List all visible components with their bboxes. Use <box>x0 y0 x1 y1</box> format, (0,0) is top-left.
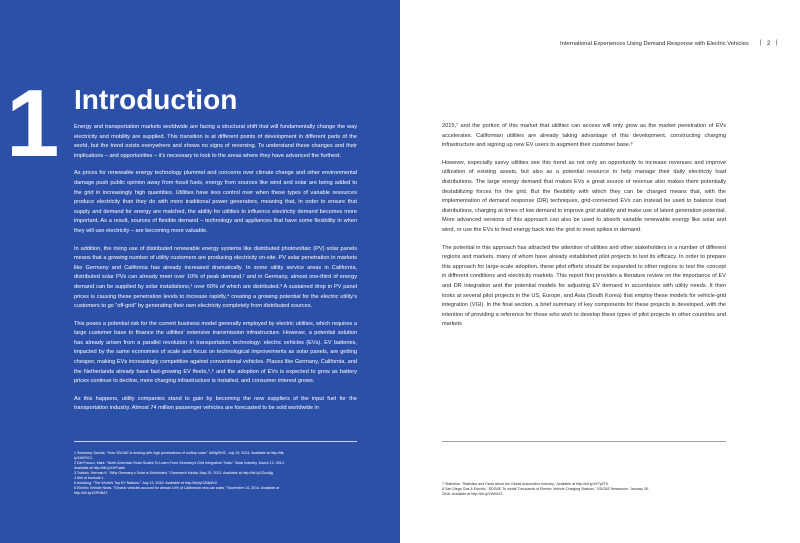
chapter-title: Introduction <box>74 84 238 115</box>
footnote-1: 1 Sweeney, Davide. “How SDG&E is dealing with high penetrations of rooftop solar.” UtilityDIVE. July 29, 2014. Available at http://bit. <box>74 451 285 455</box>
footnote-6: 6 Electric Vehicle News. “Electric vehicles account for almost 10% of Californian new-car sales.” November 14, 2014. Available at <box>74 486 280 490</box>
footnote-7: 7 Statistica. “Statistics and Facts about the Global Automotive Industry.” Available at http://bit.ly/1KTy0T5. <box>442 482 609 486</box>
right-body-text <box>442 122 726 338</box>
footnote-6-cont: http://bit.ly/1SPNBAT. <box>74 491 109 495</box>
chapter-number: 1 <box>6 70 60 177</box>
footnote-8-cont: 2016. Available at http://bit.ly/1WKiIZ2. <box>442 492 504 496</box>
right-footnotes <box>442 482 726 497</box>
left-footnotes <box>74 451 357 496</box>
left-footnote-divider <box>74 441 357 442</box>
left-paragraph-3: In addition, the rising use of distributed renewable energy systems like distributed photovoltaic (PV) solar panels means that a growing number of utility customers are producing electricity on-site. PV solar penetration in markets like Germany and California has already increased dramatically. In some utility service areas in California, distributed solar PVs can already meet over 10% of peak demand,¹ and in Germany, almost one-third of energy demand can be supplied by solar installations,² over 60% of which are distributed.³ A sustained drop in PV panel prices is causing these penetration levels to increase rapidly,⁴ creating a growing potential for the electric utility’s customers to go “off-grid” by generating their own electricity completely from distributed sources. <box>74 245 357 310</box>
footnote-3: 3 Trabish, Herman K. “Why Germany’s Solar is Distributed.” Greentech Media. May 29, 2013. Available at http://bit.ly/1Zuw8g. <box>74 471 274 475</box>
header-separator: | <box>760 40 762 46</box>
footnote-2-cont: Available at http://bit.ly/1KPuabi. <box>74 466 126 470</box>
left-paragraph-4: This poses a potential risk for the current business model generally employed by electric utilities, which requires a large customer base to finance the utilities’ extensive transmission infrastructure. However, a potential solution has already arisen from a parallel revolution in transportation technology: electric vehicles (EVs). EV batteries, impacted by the same economies of scale and focus on technological improvements as solar panels, are getting cheaper, making EVs increasingly competitive against conventional vehicles. Places like Germany, California, and the Netherlands already have fast-growing EV fleets,⁵,⁶ and the adoption of EVs is expected to grow as battery prices continue to decline, more charging infrastructure is installed, and consumer interest grows. <box>74 320 357 385</box>
right-paragraph-2: However, especially savvy utilities see this trend as not only an opportunity to increase revenues and improve utilization of existing assets, but also as a potential resource to help manage their daily electricity load distributions. The large energy demand that makes EVs a great source of revenue also makes them potentially destabilizing forces for the grid. But the flexibility with which they can be charged means that, with the implementation of demand response (DR) techniques, grid-connected EVs can instead be used to balance load distributions, charging at times of low demand to improve grid stability and make use of latent generation potential. More advanced versions of this approach can also be used to absorb variable renewable energy like solar and wind, or use the EVs to feed energy back into the grid to meet spikes in demand. <box>442 159 726 233</box>
right-paragraph-3: The potential in this approach has attracted the attention of utilities and other stakeholders in a number of different regions and markets, many of whom have already established pilot projects to test its efficacy. In order to prepare this approach for large-scale adoption, these pilot efforts should be expanded to other regions to test the concept in different conditions and electricity markets. This report first provides a literature review on the importance of EV and DR integration and the potential models for adjusting EV demand in accordance with utility needs. It then looks at several pilot projects in the US, Europe, and Asia (South Korea) that employ these models for vehicle-grid integration (VGI). In the final section, a brief summary of key components for these projects is developed, with the intention of providing a reference for those who wish to develop these types of pilot projects in other countries and markets <box>442 244 726 328</box>
footnote-2: 2 Del Franco, Mark. “North American Solar Scales To Learn From Germany’s Grid Integration Trials.” Solar Industry. March 12, 2014. <box>74 461 285 465</box>
page-number: 2 <box>767 41 771 47</box>
header-separator-end: | <box>776 40 778 46</box>
left-paragraph-1: Energy and transportation markets worldwide are facing a structural shift that will fundamentally change the way electricity and mobility are supplied. This transition is at different points of development in different parts of the world, but the trend exists everywhere and shows no signs of reversing. To understand these changes and their implications – and opportunities – it’s necessary to look to the areas where they have advanced the furthest. <box>74 124 357 159</box>
footnote-8: 8 San Diego Gas & Electric. “SDG&E To Install Thousands of Electric Vehicle Charging Stations.” SDG&E Newsroom. January 28, <box>442 487 649 491</box>
left-paragraph-2: As prices for renewable energy technology plummet and concerns over climate change and other environmental damage push public opinion away from fossil fuels, energy from sources like wind and solar are being added to the grid in increasingly high quantities. Utilities have less control over when these types of variable resources produce electricity than they do with more traditional power generators, meaning that, in order to ensure that supply and demand for energy are matched, the ability for utilities to influence electricity demand becomes more important. As a result, sources of flexible demand – technology and appliances that have some flexibility in when they will use electricity – are becoming more valuable. <box>74 170 357 234</box>
footnote-5: 5 Autoblog. “The World’s Top EV Nations.” July 13, 2015. Available at http://bit.ly/1ZMpfU2. <box>74 481 218 485</box>
right-footnote-divider <box>442 441 726 442</box>
footnote-1-cont: ly/1kWYGJ. <box>74 456 93 460</box>
left-paragraph-5: As this happens, utility companies stand to gain by becoming the new suppliers of the input fuel for the transportation industry. Almost 74 million passenger vehicles are forecasted to be sold worldwide in <box>74 395 357 412</box>
right-paragraph-1: 2015,⁷ and the portion of this market that utilities can access will only grow as the market penetration of EVs accelerates. Californian utilities are already taking advantage of this development, constructing charging infrastructure and signing up new EV users to augment their customer base.⁸ <box>442 123 726 149</box>
footnote-4: 4 Ibid at footnote 1. <box>74 476 105 480</box>
running-header: International Experiences Using Demand Response with Electric Vehicles <box>560 41 749 47</box>
left-body-text <box>74 123 357 422</box>
